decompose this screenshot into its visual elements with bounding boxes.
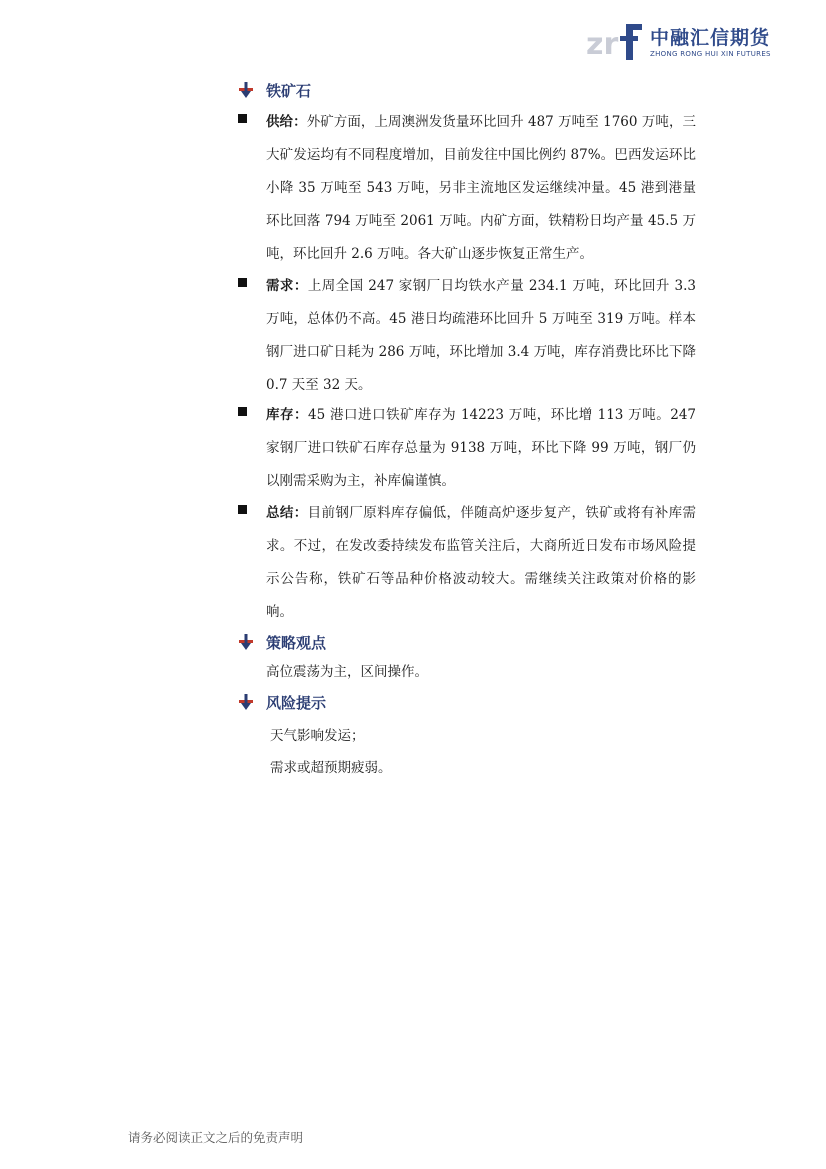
bullet-summary — [238, 497, 698, 629]
bullet-demand — [238, 270, 698, 402]
demand-label: 需求： — [266, 278, 308, 294]
company-logo — [586, 20, 786, 62]
square-bullet-icon — [238, 114, 247, 123]
disclaimer-footer: 请务必阅读正文之后的免责声明 — [128, 1130, 304, 1145]
supply-label: 供给： — [266, 114, 307, 130]
summary-label: 总结： — [266, 505, 308, 521]
square-bullet-icon — [238, 505, 247, 514]
inventory-text: 45 港口进口铁矿库存为 14223 万吨，环比增 113 万吨。247 家钢厂进口铁矿石库存总量为 9138 万吨，环比下降 99 万吨，钢厂仍以刚需采购为主，补库偏谨慎。 — [266, 407, 696, 489]
square-bullet-icon — [238, 278, 247, 287]
supply-text: 外矿方面，上周澳洲发货量环比回升 487 万吨至 1760 万吨，三大矿发运均有不同程度增加，目前发往中国比例约 87%。巴西发运环比小降 35 万吨至 543 万吨，另非主流地区发运继续冲量。45 港到港量环比回落 794 万吨至 2061 万吨。内矿方面，铁精粉日均产量 45.5 万吨，环比回升 2.6 万吨。各大矿山逐步恢复正常生产。 — [266, 114, 697, 262]
section-heading-risk — [238, 691, 326, 713]
demand-text: 上周全国 247 家钢厂日均铁水产量 234.1 万吨，环比回升 3.3 万吨，总体仍不高。45 港日均疏港环比回升 5 万吨至 319 万吨。样本钢厂进口矿日耗为 286 万吨，环比增加 3.4 万吨，库存消费比环比下降 0.7 天至 32 天。 — [266, 278, 697, 393]
risk-title: 风险提示 — [266, 693, 327, 712]
zrf-logo-mark — [586, 20, 646, 62]
strategy-text: 高位震荡为主，区间操作。 — [266, 664, 428, 680]
demand-paragraph — [266, 270, 696, 402]
supply-paragraph — [266, 106, 696, 271]
down-arrow-bullet-icon — [238, 82, 254, 98]
down-arrow-bullet-icon — [238, 634, 254, 650]
logo-chinese-name: 中融汇信期货 — [650, 27, 771, 49]
section-heading-strategy — [238, 631, 326, 653]
summary-paragraph — [266, 497, 696, 629]
bullet-inventory — [238, 399, 698, 498]
down-arrow-bullet-icon — [238, 694, 254, 710]
bullet-supply — [238, 106, 698, 271]
summary-text: 目前钢厂原料库存偏低，伴随高炉逐步复产，铁矿或将有补库需求。不过，在发改委持续发布监管关注后，大商所近日发布市场风险提示公告称，铁矿石等品种价格波动较大。需继续关注政策对价格的影响。 — [266, 505, 697, 620]
strategy-title: 策略观点 — [266, 633, 327, 652]
inventory-label: 库存： — [266, 407, 309, 423]
risk-item: 天气影响发运； — [270, 728, 365, 744]
section-heading-iron-ore — [238, 79, 311, 101]
risk-item: 需求或超预期疲弱。 — [270, 760, 392, 776]
logo-english-name: ZHONG RONG HUI XIN FUTURES — [650, 50, 771, 58]
square-bullet-icon — [238, 407, 247, 416]
section-title: 铁矿石 — [266, 81, 312, 100]
svg-text:zr: zr — [586, 27, 619, 62]
inventory-paragraph — [266, 399, 696, 498]
